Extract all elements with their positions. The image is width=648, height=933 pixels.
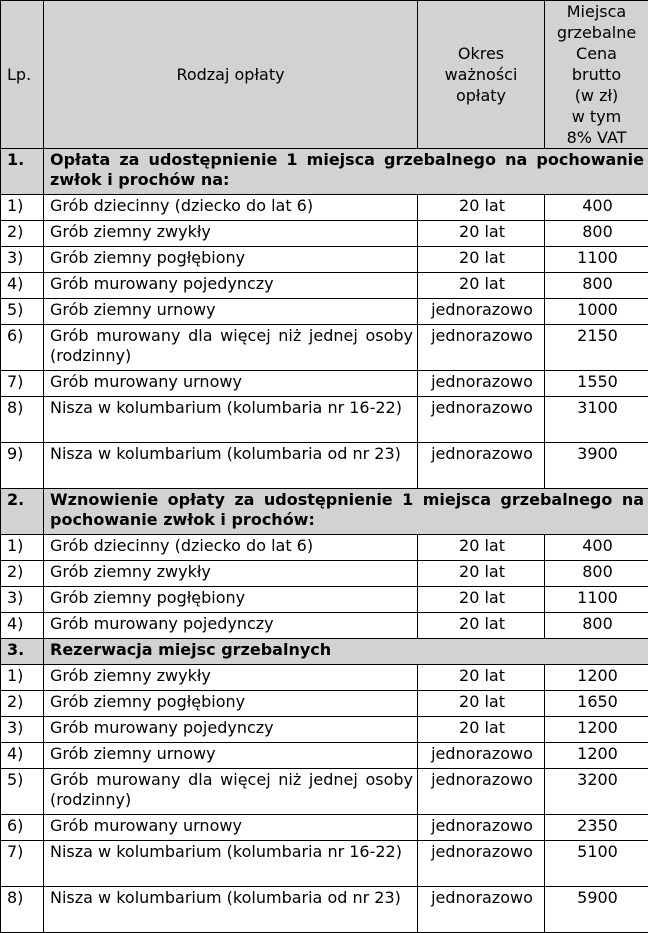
row-number: 1): [1, 195, 44, 221]
row-price: 2350: [545, 815, 648, 841]
row-period: 20 lat: [418, 587, 545, 613]
table-row: [1, 815, 648, 841]
header-price-line: Miejsca: [547, 1, 646, 22]
header-price-line: w tym: [547, 106, 646, 127]
row-price: 1200: [545, 743, 648, 769]
table-row: [1, 273, 648, 299]
row-fee-name: Grób murowany pojedynczy: [44, 613, 418, 639]
row-fee-name: Grób ziemny urnowy: [44, 743, 418, 769]
section-number: 3.: [1, 639, 44, 665]
row-price: 3200: [545, 769, 648, 815]
row-price: 2150: [545, 325, 648, 371]
row-fee-name: Nisza w kolumbarium (kolumbaria nr 16-22): [44, 841, 418, 887]
header-fee-type: Rodzaj opłaty: [44, 1, 418, 149]
row-price: 800: [545, 561, 648, 587]
row-number: 2): [1, 561, 44, 587]
section-title: Opłata za udostępnienie 1 miejsca grzebalnego na pochowanie zwłok i prochów na:: [44, 149, 648, 195]
row-period: jednorazowo: [418, 443, 545, 489]
row-price: 800: [545, 221, 648, 247]
row-fee-name: Grób ziemny pogłębiony: [44, 247, 418, 273]
section-header-row: [1, 489, 648, 535]
row-fee-name: Grób dziecinny (dziecko do lat 6): [44, 535, 418, 561]
row-period: jednorazowo: [418, 743, 545, 769]
row-number: 1): [1, 535, 44, 561]
table-row: [1, 665, 648, 691]
row-fee-name: Grób murowany urnowy: [44, 815, 418, 841]
row-period: jednorazowo: [418, 299, 545, 325]
table-row: [1, 613, 648, 639]
row-number: 6): [1, 325, 44, 371]
header-period-line: Okres: [420, 43, 542, 64]
row-number: 4): [1, 743, 44, 769]
row-price: 400: [545, 195, 648, 221]
row-number: 2): [1, 691, 44, 717]
row-price: 1200: [545, 665, 648, 691]
row-price: 1550: [545, 371, 648, 397]
row-number: 4): [1, 613, 44, 639]
row-period: 20 lat: [418, 717, 545, 743]
section-title: Rezerwacja miejsc grzebalnych: [44, 639, 648, 665]
table-row: [1, 299, 648, 325]
header-period: [418, 1, 545, 149]
table-row: [1, 371, 648, 397]
table-row: [1, 247, 648, 273]
row-period: 20 lat: [418, 273, 545, 299]
header-period-line: opłaty: [420, 85, 542, 106]
row-period: jednorazowo: [418, 769, 545, 815]
table-row: [1, 221, 648, 247]
row-fee-name: Grób ziemny zwykły: [44, 665, 418, 691]
section-number: 2.: [1, 489, 44, 535]
table-row: [1, 691, 648, 717]
row-number: 6): [1, 815, 44, 841]
row-price: 1100: [545, 247, 648, 273]
row-number: 8): [1, 887, 44, 933]
row-price: 800: [545, 613, 648, 639]
row-number: 7): [1, 371, 44, 397]
row-fee-name: Grób ziemny pogłębiony: [44, 587, 418, 613]
table-row: [1, 887, 648, 933]
table-row: [1, 325, 648, 371]
row-number: 3): [1, 587, 44, 613]
row-number: 3): [1, 247, 44, 273]
row-period: jednorazowo: [418, 887, 545, 933]
row-price: 1000: [545, 299, 648, 325]
row-period: 20 lat: [418, 665, 545, 691]
table-row: [1, 717, 648, 743]
header-price-line: (w zł): [547, 85, 646, 106]
row-period: jednorazowo: [418, 841, 545, 887]
row-fee-name: Nisza w kolumbarium (kolumbaria nr 16-22): [44, 397, 418, 443]
row-period: 20 lat: [418, 221, 545, 247]
row-number: 4): [1, 273, 44, 299]
table-row: [1, 561, 648, 587]
row-price: 3100: [545, 397, 648, 443]
row-fee-name: Grób ziemny zwykły: [44, 561, 418, 587]
row-number: 2): [1, 221, 44, 247]
row-fee-name: Grób murowany pojedynczy: [44, 717, 418, 743]
row-price: 5100: [545, 841, 648, 887]
row-period: 20 lat: [418, 561, 545, 587]
row-fee-name: Nisza w kolumbarium (kolumbaria od nr 23): [44, 887, 418, 933]
row-fee-name: Grób dziecinny (dziecko do lat 6): [44, 195, 418, 221]
header-price: [545, 1, 648, 149]
row-fee-name: Grób murowany pojedynczy: [44, 273, 418, 299]
table-header: [1, 1, 648, 149]
table-body: [1, 149, 648, 933]
row-fee-name: Grób murowany dla więcej niż jednej osoby (rodzinny): [44, 769, 418, 815]
section-header-row: [1, 639, 648, 665]
table-row: [1, 535, 648, 561]
row-fee-name: Grób murowany dla więcej niż jednej osoby (rodzinny): [44, 325, 418, 371]
row-period: jednorazowo: [418, 815, 545, 841]
header-price-line: Cena: [547, 43, 646, 64]
row-period: jednorazowo: [418, 397, 545, 443]
row-fee-name: Nisza w kolumbarium (kolumbaria od nr 23): [44, 443, 418, 489]
row-period: 20 lat: [418, 195, 545, 221]
section-header-row: [1, 149, 648, 195]
table-row: [1, 841, 648, 887]
row-number: 9): [1, 443, 44, 489]
row-fee-name: Grób murowany urnowy: [44, 371, 418, 397]
section-title: Wznowienie opłaty za udostępnienie 1 miejsca grzebalnego na pochowanie zwłok i prochów:: [44, 489, 648, 535]
header-price-line: grzebalne: [547, 22, 646, 43]
row-fee-name: Grób ziemny pogłębiony: [44, 691, 418, 717]
row-number: 5): [1, 299, 44, 325]
row-period: 20 lat: [418, 247, 545, 273]
table-row: [1, 587, 648, 613]
row-price: 1100: [545, 587, 648, 613]
row-fee-name: Grób ziemny zwykły: [44, 221, 418, 247]
row-number: 1): [1, 665, 44, 691]
table-row: [1, 769, 648, 815]
row-number: 8): [1, 397, 44, 443]
row-number: 7): [1, 841, 44, 887]
row-price: 5900: [545, 887, 648, 933]
row-period: 20 lat: [418, 691, 545, 717]
table-row: [1, 195, 648, 221]
row-price: 1200: [545, 717, 648, 743]
row-number: 3): [1, 717, 44, 743]
row-fee-name: Grób ziemny urnowy: [44, 299, 418, 325]
table-row: [1, 397, 648, 443]
section-number: 1.: [1, 149, 44, 195]
table-row: [1, 443, 648, 489]
table-row: [1, 743, 648, 769]
header-price-line: brutto: [547, 64, 646, 85]
row-price: 3900: [545, 443, 648, 489]
row-period: 20 lat: [418, 613, 545, 639]
row-period: jednorazowo: [418, 325, 545, 371]
row-price: 400: [545, 535, 648, 561]
header-period-line: ważności: [420, 64, 542, 85]
row-number: 5): [1, 769, 44, 815]
header-price-line: 8% VAT: [547, 127, 646, 148]
row-price: 800: [545, 273, 648, 299]
header-lp: Lp.: [1, 1, 44, 149]
row-period: jednorazowo: [418, 371, 545, 397]
row-price: 1650: [545, 691, 648, 717]
row-period: 20 lat: [418, 535, 545, 561]
